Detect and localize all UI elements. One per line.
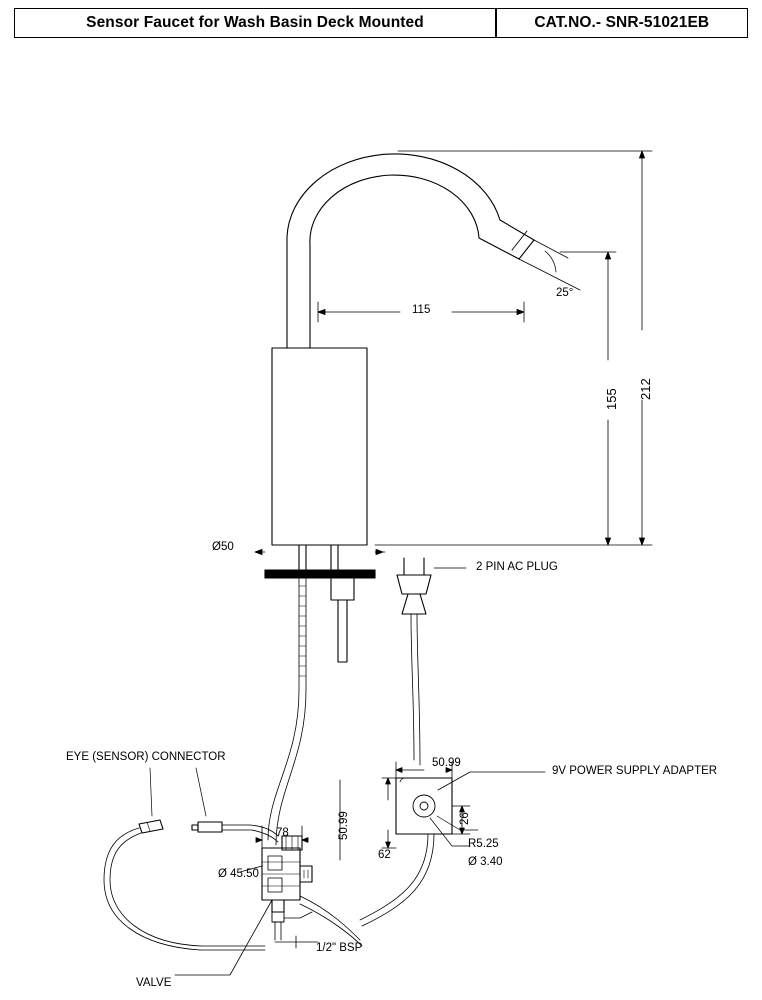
dimension-label-hose: 50.99 <box>338 811 350 840</box>
faucet-body <box>272 348 367 545</box>
valve-assembly <box>262 836 362 946</box>
dimension-212 <box>375 151 652 545</box>
callout-eye-connector: EYE (SENSOR) CONNECTOR <box>66 751 226 763</box>
dimension-label-adapter-hole: Ø 3.40 <box>468 856 503 868</box>
dimension-label-115: 115 <box>412 304 431 316</box>
valve-leader <box>175 900 272 975</box>
callout-valve: VALVE <box>136 977 172 989</box>
dimension-label-adapter-height: 26 <box>459 812 471 825</box>
dimension-label-adapter-depth: 62 <box>378 849 391 861</box>
dimension-diameter-50 <box>255 549 385 554</box>
dimension-label-adapter-radius: R5.25 <box>468 838 499 850</box>
callout-ac-plug: 2 PIN AC PLUG <box>476 561 558 573</box>
dimension-label-155: 155 <box>604 388 619 410</box>
dimension-label-adapter-width: 50.99 <box>432 757 461 769</box>
eye-sensor-connector <box>104 768 278 950</box>
dimension-label-angle: 25° <box>556 287 574 299</box>
ac-plug <box>397 558 466 765</box>
callout-bsp: 1/2" BSP <box>316 942 363 954</box>
dimension-label-diameter-50: Ø50 <box>212 541 234 553</box>
deck-flange <box>265 570 375 578</box>
dimension-adapter <box>382 762 470 848</box>
product-title: Sensor Faucet for Wash Basin Deck Mounted <box>86 14 424 31</box>
dimension-label-78: 78 <box>276 827 289 839</box>
callout-power-adapter: 9V POWER SUPPLY ADAPTER <box>552 765 718 777</box>
faucet-spout <box>287 154 534 348</box>
faucet-shank <box>268 545 354 845</box>
catalog-number: CAT.NO.- SNR-51021EB <box>534 14 710 31</box>
dimension-bsp <box>275 936 318 948</box>
dimension-label-212: 212 <box>638 378 653 400</box>
dimension-label-diameter-45: Ø 45.50 <box>218 868 259 880</box>
